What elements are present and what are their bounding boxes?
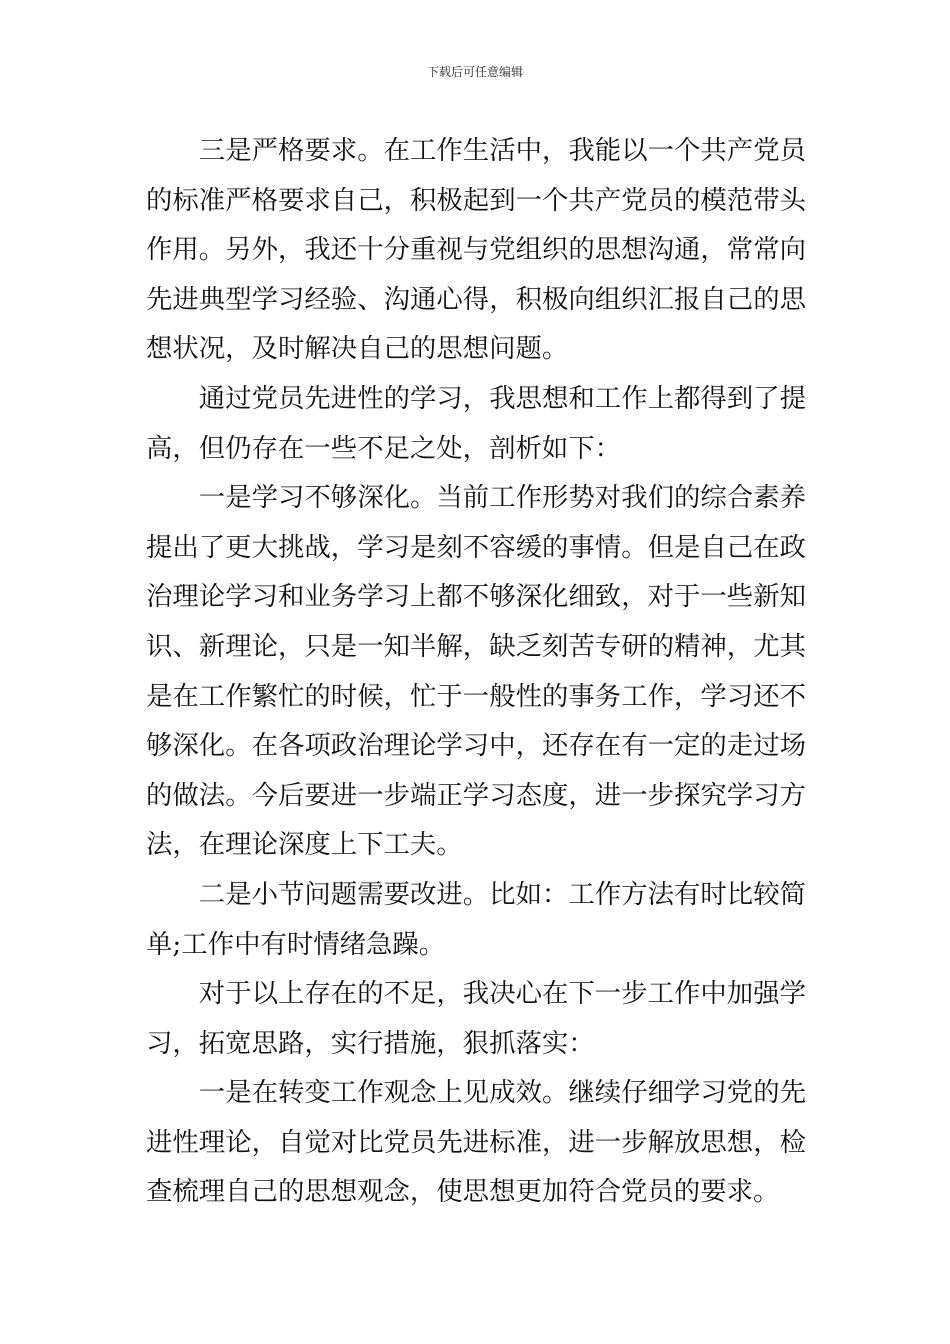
paragraph-strict-requirements: 三是严格要求。在工作生活中，我能以一个共产党员的标准严格要求自己，积极起到一个共产党员的模范带头作用。另外，我还十分重视与党组织的思想沟通，常常向先进典型学习经验、沟通心得，积极向组织汇报自己的思想状况，及时解决自己的思想问题。 (146, 135, 806, 365)
paragraph-resolution: 对于以上存在的不足，我决心在下一步工作中加强学习，拓宽思路，实行措施，狠抓落实： (146, 978, 806, 1059)
paragraph-study-summary: 通过党员先进性的学习，我思想和工作上都得到了提高，但仍存在一些不足之处，剖析如下： (146, 382, 806, 464)
paragraph-details-improve: 二是小节问题需要改进。比如：工作方法有时比较简单;工作中有时情绪急躁。 (146, 878, 806, 960)
page-header: 下载后可任意编辑 (426, 65, 523, 79)
paragraph-change-concepts: 一是在转变工作观念上见成效。继续仔细学习党的先进性理论，自觉对比党员先进标准，进一步解放思想，检查梳理自己的思想观念，使思想更加符合党员的要求。 (146, 1077, 806, 1208)
document-body (146, 126, 806, 1217)
paragraph-study-not-deep: 一是学习不够深化。当前工作形势对我们的综合素养提出了更大挑战，学习是刻不容缓的事情。但是自己在政治理论学习和业务学习上都不够深化细致，对于一些新知识、新理论，只是一知半解，缺乏刻苦专研的精神，尤其是在工作繁忙的时候，忙于一般性的事务工作，学习还不够深化。在各项政治理论学习中，还存在有一定的走过场的做法。今后要进一步端正学习态度，进一步探究学习方法，在理论深度上下工夫。 (146, 482, 806, 861)
